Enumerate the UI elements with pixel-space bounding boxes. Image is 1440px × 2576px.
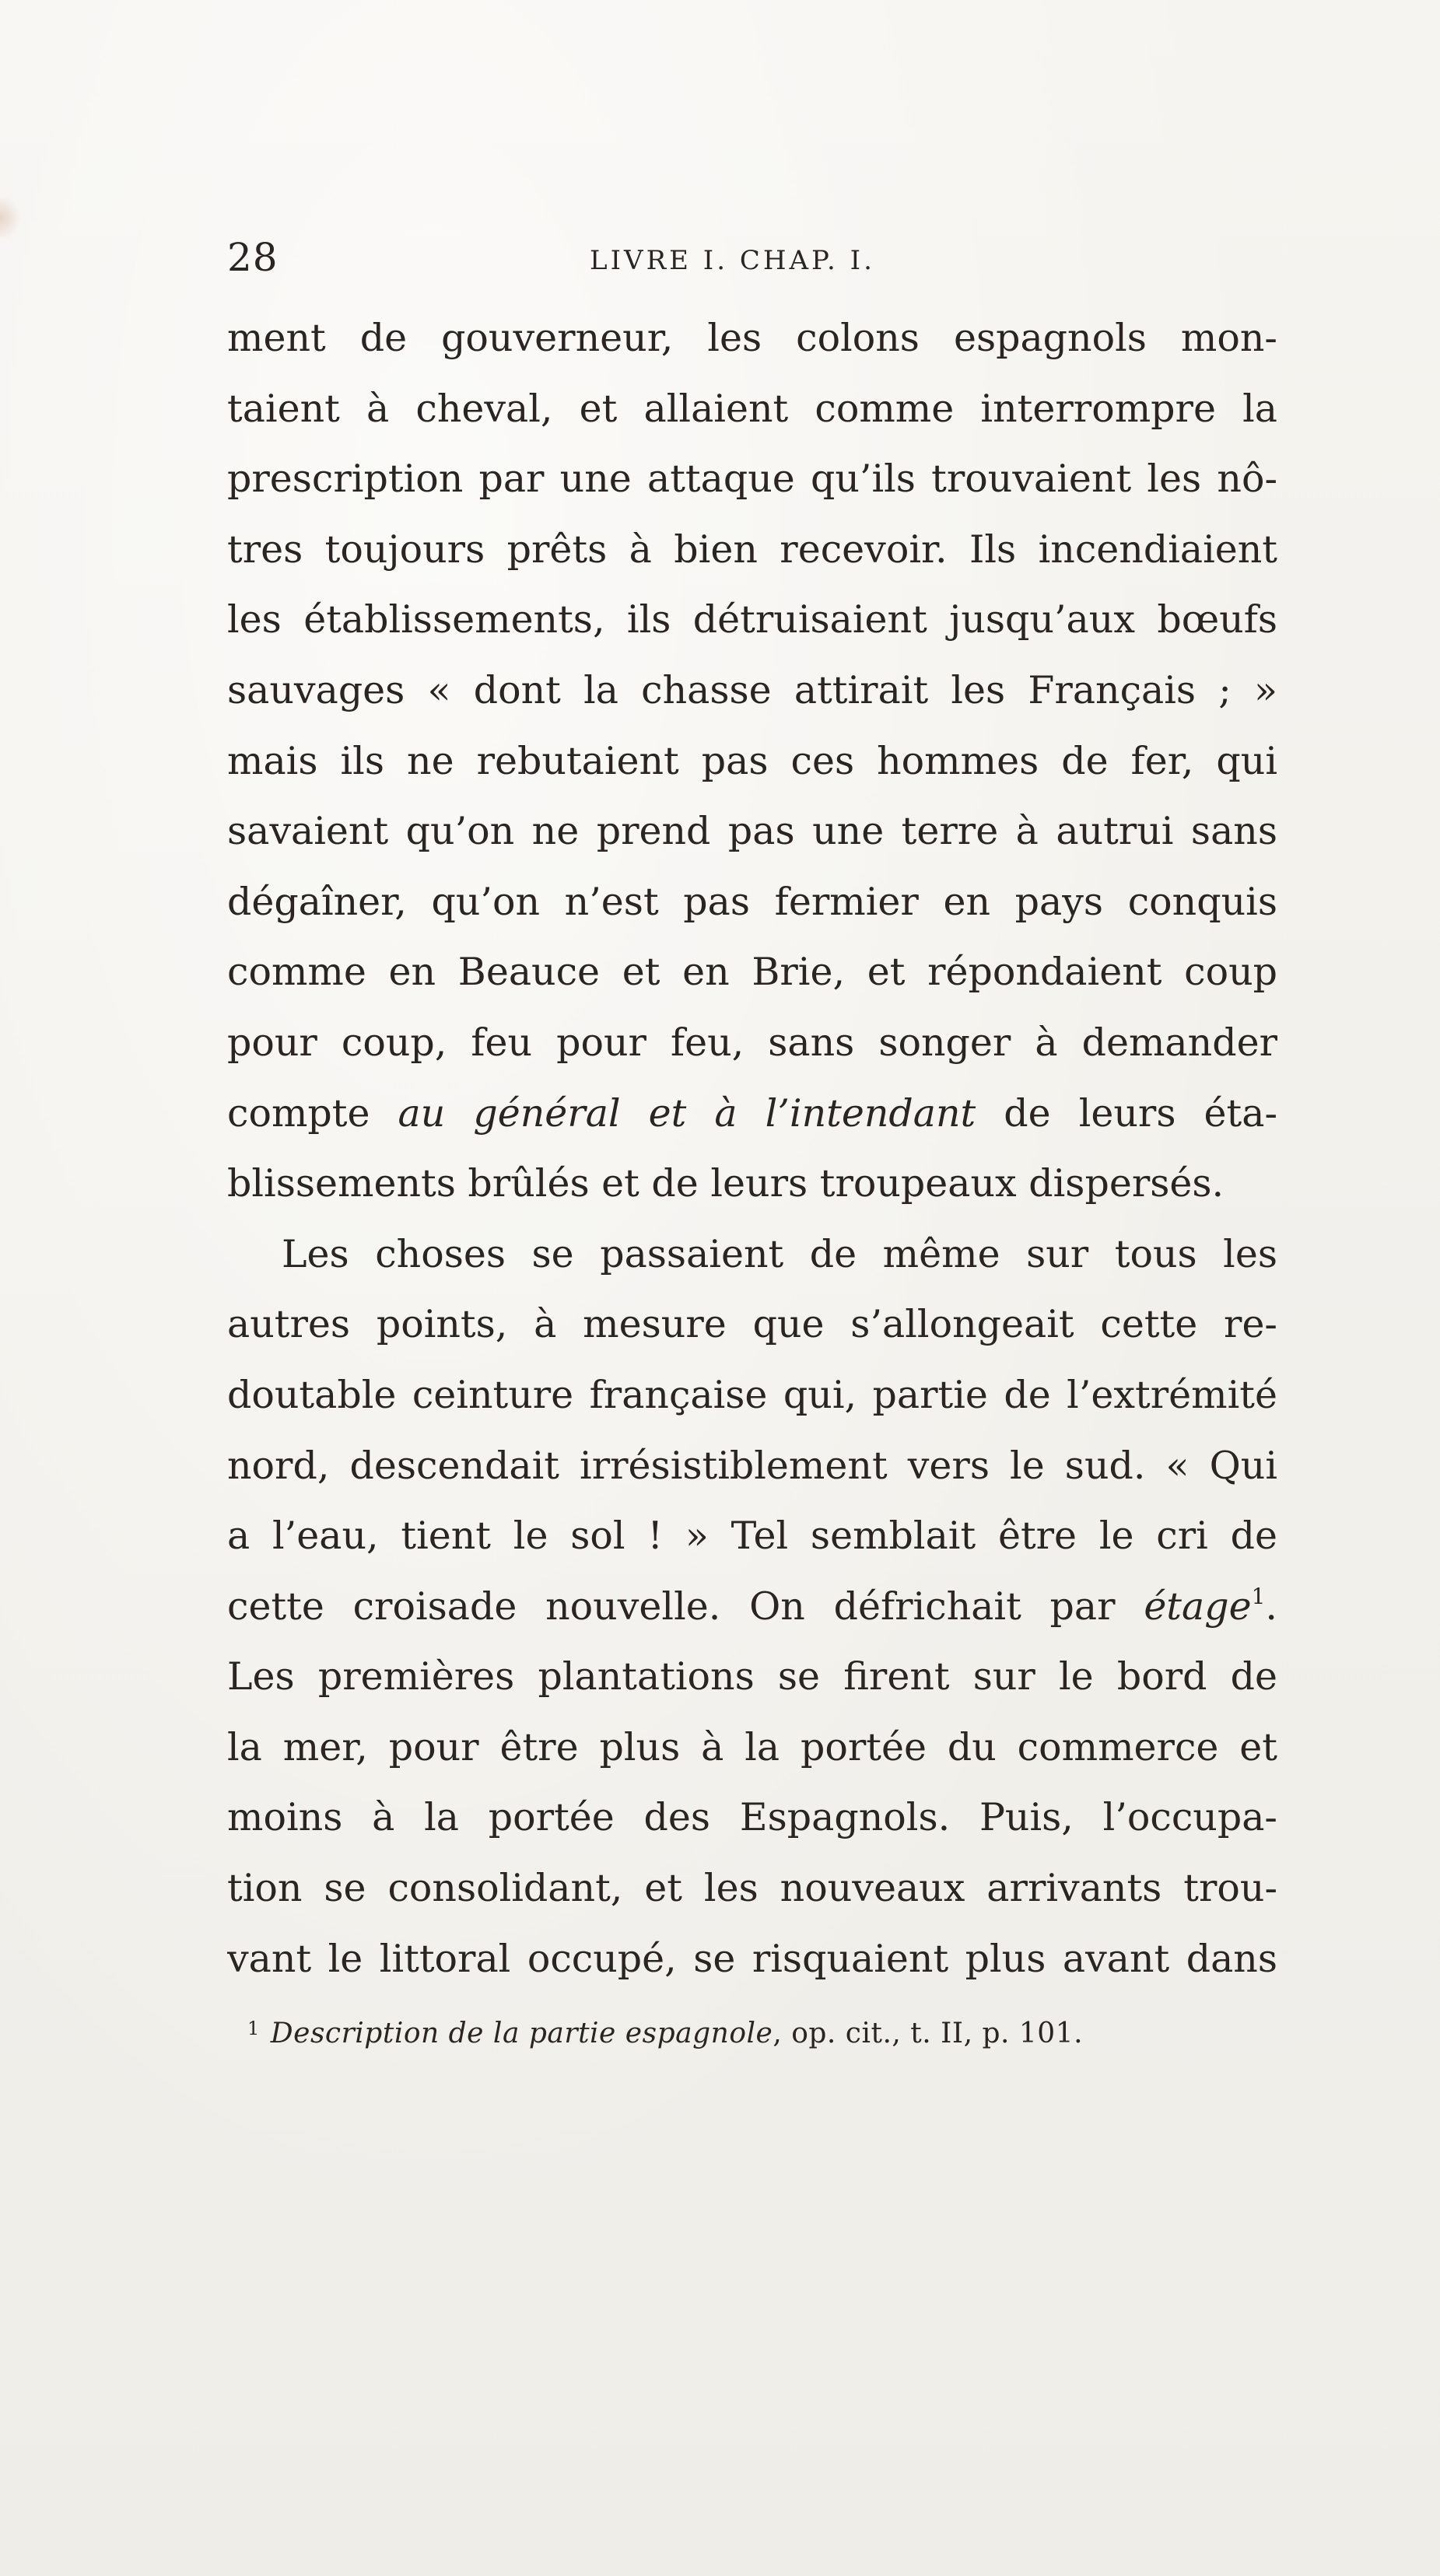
page-header xyxy=(227,230,1277,285)
text-line: tion se consolidant, et les nouveaux arrivants trou- xyxy=(227,1866,1277,1911)
text-line: Les premières plantations se firent sur le bord de xyxy=(227,1654,1277,1699)
text-line: dégaîner, qu’on n’est pas fermier en pays conquis xyxy=(227,879,1277,924)
text-fragment: de leurs éta- xyxy=(976,1090,1277,1136)
footnote-mark: 1 xyxy=(247,2018,260,2039)
text-fragment: compte xyxy=(227,1090,398,1136)
italic-fragment: étage xyxy=(1144,1584,1252,1629)
text-line: tres toujours prêts à bien recevoir. Ils incendiaient xyxy=(227,527,1277,572)
page-stain xyxy=(0,194,22,241)
text-line: autres points, à mesure que s’allongeait cette re- xyxy=(227,1302,1277,1347)
text-line: taient à cheval, et allaient comme interrompre la xyxy=(227,386,1277,431)
text-line: nord, descendait irrésistiblement vers le sud. « Qui xyxy=(227,1443,1277,1488)
italic-fragment: au général et à l’intendant xyxy=(398,1090,976,1136)
text-line: pour coup, feu pour feu, sans songer à demander xyxy=(227,1020,1277,1065)
text-line: la mer, pour être plus à la portée du commerce et xyxy=(227,1724,1277,1769)
text-line: blissements brûlés et de leurs troupeaux dispersés. xyxy=(227,1161,1225,1206)
text-fragment: . xyxy=(1265,1584,1277,1629)
text-line: comme en Beauce et en Brie, et répondaient coup xyxy=(227,950,1277,995)
text-line: les établissements, ils détruisaient jusqu’aux bœufs xyxy=(227,597,1277,642)
page-number: 28 xyxy=(227,235,279,280)
text-line xyxy=(227,1572,1277,1643)
text-line: ment de gouverneur, les colons espagnols mon- xyxy=(227,316,1277,360)
text-line: sauvages « dont la chasse attirait les Français ; » xyxy=(227,667,1277,712)
text-line: prescription par une attaque qu’ils trouvaient les nô- xyxy=(227,457,1277,502)
text-line: savaient qu’on ne prend pas une terre à autrui sans xyxy=(227,809,1277,854)
text-line: mais ils ne rebutaient pas ces hommes de fer, qui xyxy=(227,738,1277,783)
footnote-title: Description de la partie espagnole xyxy=(270,2018,773,2049)
text-line xyxy=(227,1079,1277,1150)
text-fragment: cette croisade nouvelle. On défrichait par xyxy=(227,1584,1144,1629)
footnote-citation: , op. cit., t. II, p. 101. xyxy=(773,2018,1084,2049)
text-line: a l’eau, tient le sol ! » Tel semblait être le cri de xyxy=(227,1514,1277,1559)
running-head: LIVRE I. CHAP. I. xyxy=(590,245,875,276)
text-line: moins à la portée des Espagnols. Puis, l’occupa- xyxy=(227,1795,1277,1840)
text-line: vant le littoral occupé, se risquaient plus avant dans xyxy=(227,1936,1277,1981)
footnote xyxy=(247,2005,1181,2057)
body-text xyxy=(227,303,1277,1994)
footnote-reference: 1 xyxy=(1251,1583,1266,1609)
text-line: doutable ceinture française qui, partie de l’extrémité xyxy=(227,1372,1277,1417)
paragraph-first-line: Les choses se passaient de même sur tous les xyxy=(282,1231,1277,1276)
